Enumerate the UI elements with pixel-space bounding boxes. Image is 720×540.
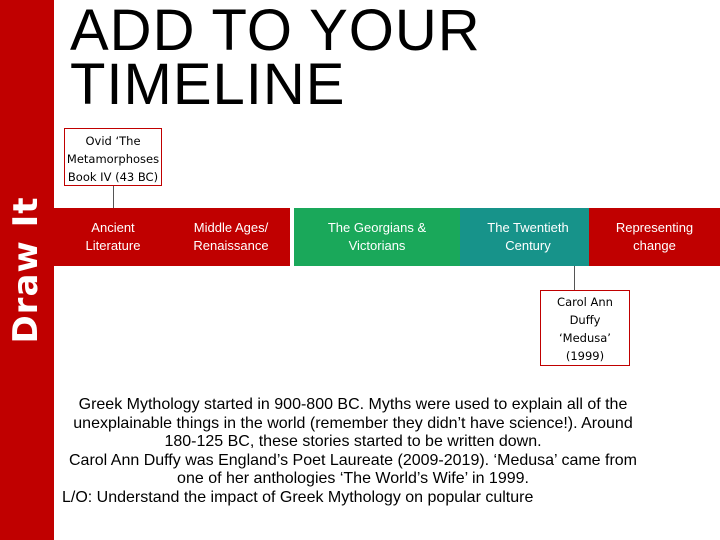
timeline-label: Ancient [91, 220, 135, 235]
title-line-1: ADD TO YOUR [70, 0, 481, 63]
callout-line: Book IV (43 BC) [67, 170, 159, 184]
timeline-ancient-literature [54, 208, 172, 266]
callout-line: (1999) [565, 349, 605, 363]
ovid-callout [64, 128, 162, 186]
paragraph-greek-mythology: Greek Mythology started in 900-800 BC. Myths were used to explain all of the unexplainable things in the world (remember they didn’t have science!). Around 180-125 BC, these stories started to be written down. [73, 396, 633, 451]
timeline [54, 208, 720, 266]
callout-line: Ovid ‘The [85, 134, 141, 148]
timeline-label: Victorians [348, 238, 406, 253]
timeline-twentieth-century [460, 208, 596, 266]
body-text [62, 396, 644, 508]
callout-line: Carol Ann [557, 295, 613, 309]
side-bar [0, 0, 54, 540]
timeline-label: Renaissance [193, 238, 269, 253]
learning-objective: L/O: Understand the impact of Greek Mythology on popular culture [62, 488, 534, 506]
page-title [70, 0, 481, 117]
callout-line: Metamorphoses [66, 152, 160, 166]
timeline-label: Representing [615, 220, 694, 235]
timeline-label: Literature [85, 238, 141, 253]
timeline-georgians-victorians [294, 208, 460, 266]
timeline-label: The Twentieth [487, 220, 569, 235]
ovid-connector [113, 186, 114, 208]
callout-line: Duffy [569, 313, 601, 327]
draw-it-label: Draw It [6, 196, 46, 344]
paragraph-carol-ann-duffy: Carol Ann Duffy was England’s Poet Laureate (2009-2019). ‘Medusa’ came from one of her anthologies ‘The World’s Wife’ in 1999. [68, 451, 638, 488]
timeline-middle-ages [172, 208, 290, 266]
duffy-connector [574, 266, 575, 290]
timeline-label: change [633, 238, 676, 253]
timeline-representing-change [589, 208, 720, 266]
timeline-label: The Georgians & [327, 220, 427, 235]
timeline-label: Century [505, 238, 551, 253]
title-line-2: TIMELINE [70, 52, 346, 117]
callout-line: ‘Medusa’ [559, 331, 611, 345]
timeline-label: Middle Ages/ [193, 220, 269, 235]
duffy-callout [540, 290, 630, 366]
